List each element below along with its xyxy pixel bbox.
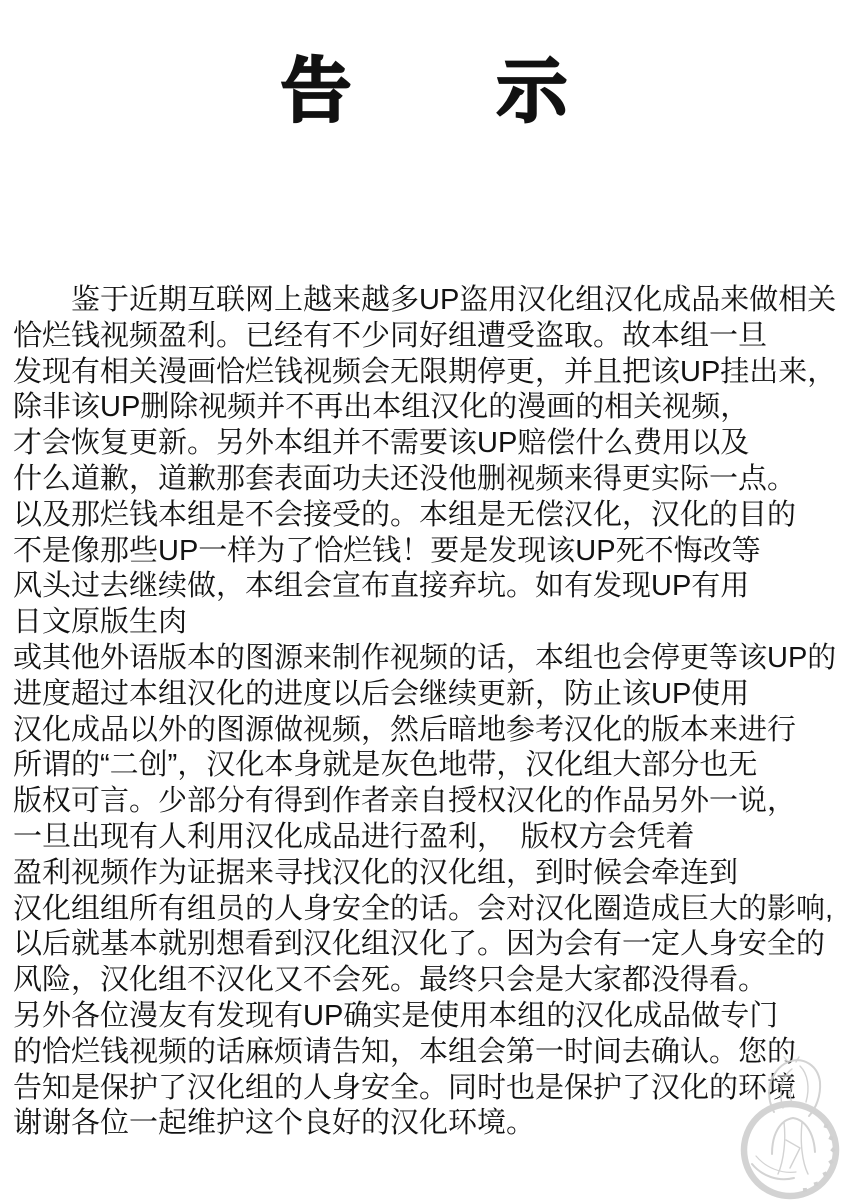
- notice-line: 发现有相关漫画恰烂钱视频会无限期停更，并且把该UP挂出来，: [13, 355, 837, 388]
- notice-line: 以及那烂钱本组是不会接受的。本组是无偿汉化，汉化的目的: [13, 498, 797, 531]
- notice-line: 所谓的“二创”，汉化本身就是灰色地带，汉化组大部分也无: [13, 749, 758, 782]
- notice-line: 谢谢各位一起维护这个良好的汉化环境。: [13, 1107, 536, 1140]
- notice-line: 才会恢复更新。另外本组并不需要该UP赔偿什么费用以及: [13, 427, 750, 460]
- notice-line: 日文原版生肉: [13, 606, 188, 639]
- notice-line: 或其他外语版本的图源来制作视频的话，本组也会停更等该UP的: [13, 641, 837, 674]
- notice-body: [13, 283, 850, 1142]
- notice-line: 什么道歉，道歉那套表面功夫还没他删视频来得更实际一点。: [13, 462, 797, 495]
- notice-line: 除非该UP删除视频并不再出本组汉化的漫画的相关视频，: [13, 391, 750, 424]
- notice-line: 风头过去继续做，本组会宣布直接弃坑。如有发现UP有用: [13, 570, 750, 603]
- notice-line: 不是像那些UP一样为了恰烂钱！要是发现该UP死不悔改等: [13, 534, 761, 567]
- notice-line: 进度超过本组汉化的进度以后会继续更新，防止该UP使用: [13, 677, 750, 710]
- notice-line: 恰烂钱视频盈利。已经有不少同好组遭受盗取。故本组一旦: [13, 319, 768, 352]
- notice-line: 另外各位漫友有发现有UP确实是使用本组的汉化成品做专门: [13, 999, 779, 1032]
- notice-line: 汉化组组所有组员的人身安全的话。会对汉化圈造成巨大的影响,: [13, 892, 834, 925]
- notice-title: 告 示: [281, 52, 569, 130]
- notice-line: 告知是保护了汉化组的人身安全。同时也是保护了汉化的环境: [13, 1071, 797, 1104]
- notice-line: 鉴于近期互联网上越来越多UP盗用汉化组汉化成品来做相关: [71, 284, 837, 316]
- notice-line: 版权可言。少部分有得到作者亲自授权汉化的作品另外一说，: [13, 785, 797, 818]
- notice-line: 风险，汉化组不汉化又不会死。最终只会是大家都没得看。: [13, 964, 768, 997]
- notice-line: 的恰烂钱视频的话麻烦请告知，本组会第一时间去确认。您的: [13, 1035, 797, 1068]
- notice-line: 汉化成品以外的图源做视频，然后暗地参考汉化的版本来进行: [13, 713, 797, 746]
- notice-line: 盈利视频作为证据来寻找汉化的汉化组，到时候会牵连到: [13, 856, 739, 889]
- notice-line: 一旦出现有人利用汉化成品进行盈利， 版权方会凭着: [13, 820, 695, 853]
- notice-line: 以后就基本就别想看到汉化组汉化了。因为会有一定人身安全的: [13, 928, 826, 961]
